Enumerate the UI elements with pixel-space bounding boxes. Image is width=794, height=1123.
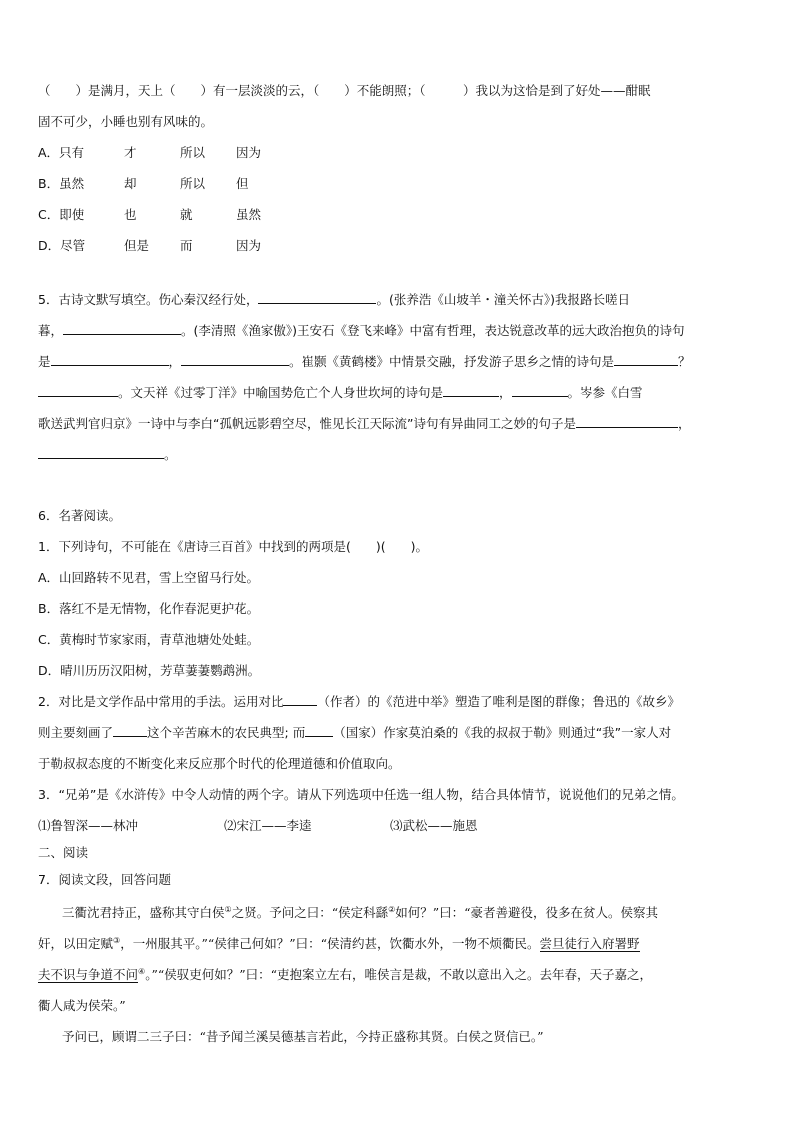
option-label: A．只有 [38,145,85,160]
option-word-2: 所以 [180,176,206,191]
option-word-3: 因为 [236,145,262,160]
q6-text: 2．对比是文学作品中常用的手法。运用对比 [38,694,284,709]
q5-text: 歌送武判官归京》一诗中与李白“孤帆远影碧空尽，惟见长江天际流”诗句有异曲同工之妙的句子是 [38,416,576,431]
q5-text: 暮， [38,323,64,338]
q6-option: ⑶武松——施恩 [390,818,478,833]
passage-line-1 [62,904,658,922]
q6-sub-1-option-b: B．落红不是无情物，化作春泥更护花。 [38,601,260,616]
q6-option: ⑵宋江——李逵 [224,818,312,833]
option-word-3: 因为 [236,238,262,253]
q6-text: （作者）的《范进中举》塑造了唯利是图的群像；鲁迅的《故乡》 [317,694,680,709]
option-word-2: 就 [180,207,193,222]
passage-text: ，一州服其平。”“侯律己何如？”曰：“侯清约甚，饮衢水外，一物不烦衢民。 [120,936,540,951]
q6-text: （国家）作家莫泊桑的《我的叔叔于勒》则通过“我”一家人对 [333,725,672,740]
q5-text: 。岑参《白雪 [567,385,643,400]
q5-text: ， [499,385,512,400]
q5-line-4 [38,384,643,402]
answer-blank[interactable] [63,322,181,335]
q6-text: 则主要刻画了 [38,725,114,740]
option-label: B．虽然 [38,176,85,191]
answer-blank[interactable] [181,353,289,366]
passage-text: 如何？”曰：“豪者善避役，役多在贫人。侯察其 [395,905,659,920]
answer-blank[interactable] [113,724,147,737]
answer-blank[interactable] [443,384,499,397]
q6-sub-3-options [38,817,478,835]
q5-text: 。(张养浩《山坡羊・潼关怀古》)我报路长嗟日 [376,292,630,307]
option-word-2: 所以 [180,145,206,160]
passage-line-3 [38,966,652,984]
option-word-2: 而 [180,238,193,253]
q4-option-d [38,237,261,255]
q5-line-6 [38,446,177,464]
q5-text: 5．古诗文默写填空。伤心秦汉经行处， [38,292,259,307]
q6-title: 6．名著阅读。 [38,508,121,523]
footnote-marker: ② [388,904,396,914]
answer-blank[interactable] [283,693,317,706]
option-word-1: 也 [124,207,137,222]
q5-text: ， [168,354,182,369]
q6-sub-2-line-2 [38,724,671,742]
q4-line-1: （ ）是满月，天上（ ）有一层淡淡的云，（ ）不能朗照；（ ）我以为这恰是到了好处——酣眠 [38,83,651,98]
q6-sub-3: 3．“兄弟”是《水浒传》中令人动情的两个字。请从下列选项中任选一组人物，结合具体情节，说说他们的兄弟之情。 [38,787,684,802]
q4-option-a [38,144,261,162]
q6-sub-1-option-d: D．晴川历历汉阳树，芳草萋萋鹦鹉洲。 [38,663,261,678]
passage-text: 三衢沈君持正，盛称其守白侯 [62,905,225,920]
passage-line-2 [38,935,640,953]
underlined-sentence: 夫不识与争道不问 [38,967,139,982]
footnote-marker: ④ [138,966,146,976]
option-word-1: 却 [124,176,137,191]
q5-text: ？ [678,354,691,369]
option-label: C．即使 [38,207,85,222]
q6-sub-2-line-1 [38,693,680,711]
q6-text: 这个辛苦麻木的农民典型; 而 [147,725,306,740]
answer-blank[interactable] [512,384,568,397]
q5-text: 。 [164,447,177,462]
q6-sub-1-option-a: A．山回路转不见君，雪上空留马行处。 [38,570,260,585]
answer-blank[interactable] [576,415,678,428]
q6-sub-1-option-c: C．黄梅时节家家雨，青草池塘处处蛙。 [38,632,260,647]
section-heading: 二、阅读 [38,845,89,860]
q6-sub-2-line-3: 于勒叔叔态度的不断变化来反应那个时代的伦理道德和价值取向。 [38,756,401,771]
underlined-sentence: 尝旦徒行入府署野 [539,936,640,951]
answer-blank[interactable] [38,384,118,397]
answer-blank[interactable] [38,446,164,459]
passage-text: 奸，以田定赋 [38,936,114,951]
q5-text: 。崔颢《黄鹤楼》中情景交融，抒发游子思乡之情的诗句是 [289,354,615,369]
q5-text: ， [677,416,691,431]
q5-line-2 [38,322,685,340]
footnote-marker: ③ [113,935,121,945]
q5-text: 是 [38,354,51,369]
q5-line-5 [38,415,690,433]
q4-line-2: 固不可少，小睡也别有风味的。 [38,114,214,129]
q5-text: 。文天祥《过零丁洋》中喻国势危亡个人身世坎坷的诗句是 [118,385,444,400]
q5-text: 。(李清照《渔家傲》)王安石《登飞来峰》中富有哲理，表达锐意改革的远大政治抱负的诗句 [181,323,685,338]
answer-blank[interactable] [51,353,169,366]
option-word-1: 但是 [124,238,150,253]
q5-line-1 [38,291,630,309]
answer-blank[interactable] [614,353,678,366]
q6-option: ⑴鲁智深——林冲 [38,818,139,833]
q5-line-3 [38,353,691,371]
passage-line-4: 衢人咸为侯荣。” [38,998,126,1013]
answer-blank[interactable] [305,724,333,737]
option-word-3: 但 [236,176,249,191]
q7-title: 7．阅读文段，回答问题 [38,872,171,887]
passage-line-5: 予问已，顾谓二三子曰：“昔予闻兰溪吴德基言若此，今持正盛称其贤。白侯之贤信已。” [62,1029,544,1044]
q4-option-c [38,206,261,224]
footnote-marker: ① [224,904,232,914]
option-word-3: 虽然 [236,207,262,222]
passage-text: 之贤。予问之曰：“侯定科繇 [231,905,389,920]
q6-sub-1: 1．下列诗句，不可能在《唐诗三百首》中找到的两项是( )( )。 [38,539,428,554]
option-label: D．尽管 [38,238,86,253]
answer-blank[interactable] [258,291,376,304]
q4-option-b [38,175,249,193]
passage-text: 。”“侯驭吏何如？”曰：“吏抱案立左右，唯侯言是裁，不敢以意出入之。去年春，天子嘉之， [145,967,653,982]
option-word-1: 才 [124,145,137,160]
